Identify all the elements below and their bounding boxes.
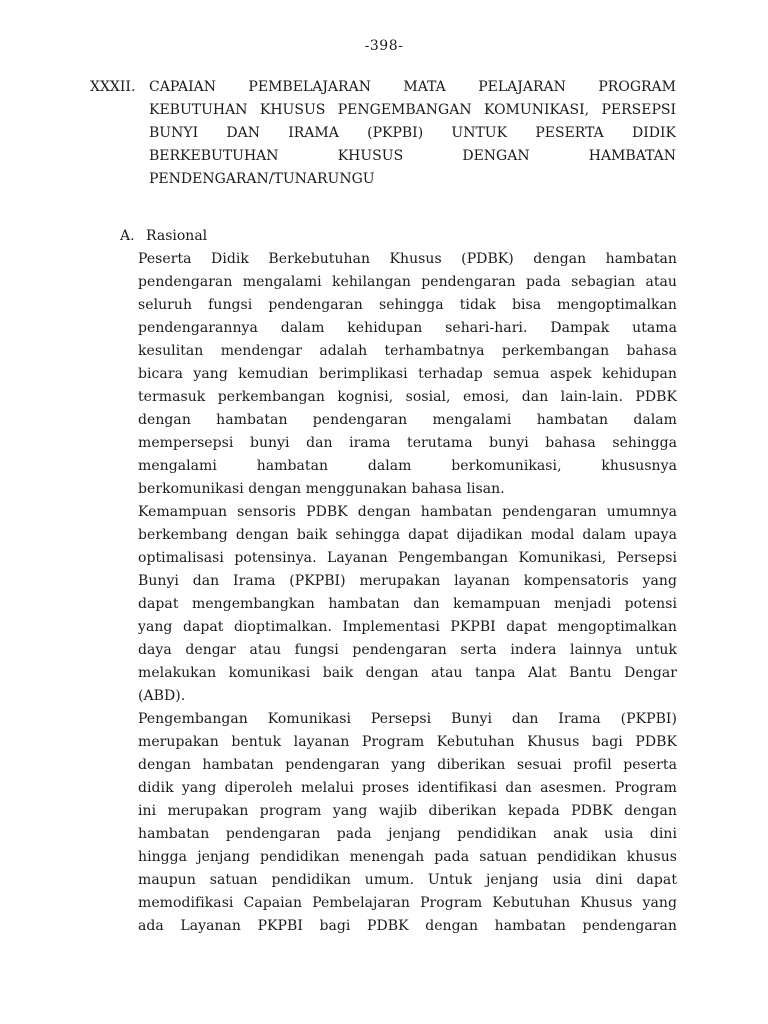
body-line: dengan hambatan pendengaran mengalami hambatan dalam bbox=[138, 412, 677, 428]
body-line: merupakan bentuk layanan Program Kebutuhan Khusus bagi PDBK bbox=[138, 734, 677, 750]
body-line: pendengarannya dalam kehidupan sehari-hari. Dampak utama bbox=[138, 320, 677, 336]
body-line: termasuk perkembangan kognisi, sosial, emosi, dan lain-lain. PDBK bbox=[138, 389, 677, 405]
body-line: bicara yang kemudian berimplikasi terhadap semua aspek kehidupan bbox=[138, 366, 677, 382]
body-line: daya dengar atau fungsi pendengaran serta indera lainnya untuk bbox=[138, 642, 677, 658]
heading-line: BERKEBUTUHAN KHUSUS DENGAN HAMBATAN bbox=[149, 148, 676, 164]
body-line: maupun satuan pendidikan umum. Untuk jenjang usia dini dapat bbox=[138, 872, 677, 888]
heading-line: CAPAIAN PEMBELAJARAN MATA PELAJARAN PROGRAM bbox=[149, 79, 676, 95]
body-line: melakukan komunikasi baik dengan atau tanpa Alat Bantu Dengar bbox=[138, 665, 677, 681]
body-line: hingga jenjang pendidikan menengah pada satuan pendidikan khusus bbox=[138, 849, 677, 865]
body-line: hambatan pendengaran pada jenjang pendidikan anak usia dini bbox=[138, 826, 677, 842]
body-line: berkembang dengan baik sehingga dapat dijadikan modal dalam upaya bbox=[138, 527, 677, 543]
heading-line: BUNYI DAN IRAMA (PKPBI) UNTUK PESERTA DIDIK bbox=[149, 125, 676, 141]
page-number: -398- bbox=[364, 38, 404, 54]
section-title: Rasional bbox=[146, 228, 208, 244]
body-line: memodifikasi Capaian Pembelajaran Program Kebutuhan Khusus yang bbox=[138, 895, 677, 911]
body-line: mengalami hambatan dalam berkomunikasi, khususnya bbox=[138, 458, 677, 474]
section-letter: A. bbox=[120, 228, 135, 244]
heading-line: PENDENGARAN/TUNARUNGU bbox=[149, 171, 375, 187]
body-line: dapat mengembangkan hambatan dan kemampuan menjadi potensi bbox=[138, 596, 677, 612]
body-line: pendengaran mengalami kehilangan pendengaran pada sebagian atau bbox=[138, 274, 677, 290]
body-line: berkomunikasi dengan menggunakan bahasa lisan. bbox=[138, 481, 505, 497]
heading-line: KEBUTUHAN KHUSUS PENGEMBANGAN KOMUNIKASI, PERSEPSI bbox=[149, 102, 676, 118]
body-line: ini merupakan program yang wajib diberikan kepada PDBK dengan bbox=[138, 803, 677, 819]
body-line: Kemampuan sensoris PDBK dengan hambatan pendengaran umumnya bbox=[138, 504, 677, 520]
body-line: dengan hambatan pendengaran yang diberikan sesuai profil peserta bbox=[138, 757, 677, 773]
chapter-heading bbox=[149, 76, 676, 191]
body-line: mempersepsi bunyi dan irama terutama bunyi bahasa sehingga bbox=[138, 435, 677, 451]
body-line: optimalisasi potensinya. Layanan Pengembangan Komunikasi, Persepsi bbox=[138, 550, 677, 566]
section-body bbox=[138, 248, 677, 938]
chapter-number: XXXII. bbox=[90, 79, 136, 95]
body-line: yang dapat dioptimalkan. Implementasi PKPBI dapat mengoptimalkan bbox=[138, 619, 677, 635]
body-line: ada Layanan PKPBI bagi PDBK dengan hambatan pendengaran bbox=[138, 918, 677, 934]
body-line: Pengembangan Komunikasi Persepsi Bunyi dan Irama (PKPBI) bbox=[138, 711, 677, 727]
body-line: (ABD). bbox=[138, 688, 186, 704]
body-line: didik yang diperoleh melalui proses identifikasi dan asesmen. Program bbox=[138, 780, 677, 796]
section-heading bbox=[120, 225, 207, 248]
body-line: Bunyi dan Irama (PKPBI) merupakan layanan kompensatoris yang bbox=[138, 573, 677, 589]
body-line: seluruh fungsi pendengaran sehingga tidak bisa mengoptimalkan bbox=[138, 297, 677, 313]
body-line: Peserta Didik Berkebutuhan Khusus (PDBK) dengan hambatan bbox=[138, 251, 677, 267]
body-line: kesulitan mendengar adalah terhambatnya perkembangan bahasa bbox=[138, 343, 677, 359]
